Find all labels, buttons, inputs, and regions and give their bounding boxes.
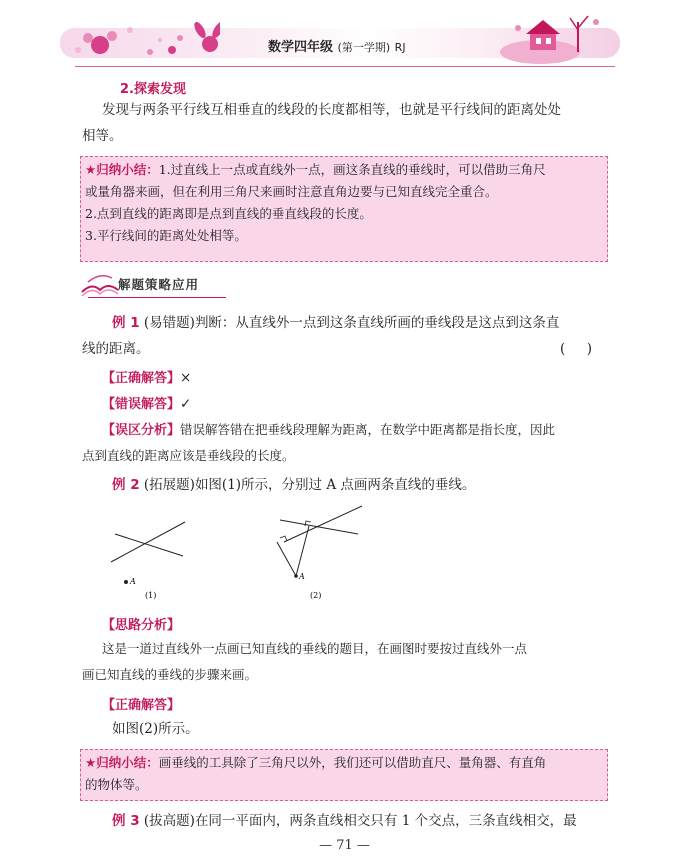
correct-answer-text: 如图(2)所示。 xyxy=(112,721,199,737)
point-a xyxy=(124,580,128,584)
misconception-text: 错误解答错在把垂线段理解为距离，在数学中距离都是指长度，因此 xyxy=(180,422,556,437)
example-3-question xyxy=(112,810,577,832)
example-label: 例 2 xyxy=(112,477,140,493)
figure-1 xyxy=(105,520,195,602)
example-type: (拓展题) xyxy=(143,477,195,493)
summary-text: 3.平行线间的距离处处相等。 xyxy=(85,228,247,243)
example-text: 如图(1)所示，分别过 A 点画两条直线的垂线。 xyxy=(194,477,476,493)
example-type: (拔高题) xyxy=(143,813,195,829)
cross-mark: × xyxy=(180,370,192,386)
point-label: A xyxy=(130,577,136,586)
example-label: 例 1 xyxy=(112,315,140,331)
book-term: (第一学期) xyxy=(337,41,391,54)
correct-answer-tag: 【正确解答】 xyxy=(102,698,181,713)
example-text: 在同一平面内，两条直线相交只有 1 个交点，三条直线相交，最 xyxy=(194,813,577,829)
example-2-question xyxy=(112,474,475,496)
figure-2 xyxy=(270,498,370,608)
summary-box xyxy=(80,156,608,262)
thinking-analysis-tag: 【思路分析】 xyxy=(102,618,181,633)
summary-text: 2.点到直线的距离即是点到直线的垂直线段的长度。 xyxy=(85,206,372,221)
thinking-text: 这是一道过直线外一点画已知直线的垂线的题目，在画图时要按过直线外一点 xyxy=(102,641,528,656)
strategy-underline xyxy=(88,297,226,298)
example-text: 判断：从直线外一点到这条直线所画的垂线段是这点到这条直 xyxy=(194,315,560,331)
paragraph-line: 发现与两条平行线互相垂直的线段的长度都相等，也就是平行线间的距离处处 xyxy=(102,102,561,118)
misconception-text: 点到直线的距离应该是垂线段的长度。 xyxy=(82,448,295,463)
figure-caption: (1) xyxy=(145,591,157,600)
answer-blank: ( ) xyxy=(560,341,592,357)
open-book-icon xyxy=(78,270,120,298)
thinking-text: 画已知直线的垂线的步骤来画。 xyxy=(82,667,258,682)
example-text: 线的距离。 xyxy=(82,341,150,357)
book-edition: RJ xyxy=(394,41,406,54)
figure-line xyxy=(284,506,362,542)
perpendicular-line xyxy=(277,542,296,576)
summary-text: 或量角器来画，但在利用三角尺来画时注意直角边要与已知直线完全重合。 xyxy=(85,184,498,199)
example-label: 例 3 xyxy=(112,813,140,829)
check-mark: ✓ xyxy=(180,396,192,412)
summary-text: 的物体等。 xyxy=(85,777,148,792)
strategy-title: 解题策略应用 xyxy=(118,277,200,292)
summary-label: ★归纳小结： xyxy=(85,162,159,177)
book-title: 数学四年级 xyxy=(268,40,334,55)
summary-label: ★归纳小结： xyxy=(85,755,159,770)
figure-caption: (2) xyxy=(310,591,322,600)
header-title xyxy=(268,36,406,55)
figure-line xyxy=(111,522,185,562)
header-rule xyxy=(75,66,615,67)
correct-answer-row xyxy=(102,367,191,390)
paragraph-line: 相等。 xyxy=(82,128,123,144)
summary-box xyxy=(80,749,608,801)
correct-answer-tag: 【正确解答】 xyxy=(102,371,181,386)
right-angle-mark xyxy=(280,536,287,541)
figure-line xyxy=(115,534,183,556)
example-type: (易错题) xyxy=(143,315,195,331)
header-decoration-right xyxy=(500,8,620,66)
house-icon xyxy=(530,32,556,50)
section-title: 2.探索发现 xyxy=(120,82,186,97)
misconception-tag: 【误区分析】 xyxy=(102,423,181,438)
misconception-row xyxy=(102,419,555,442)
wrong-answer-row xyxy=(102,393,191,416)
flower-icon xyxy=(91,36,109,54)
point-label: A xyxy=(299,572,305,581)
wrong-answer-tag: 【错误解答】 xyxy=(102,397,181,412)
summary-text: 画垂线的工具除了三角尺以外，我们还可以借助直尺、量角器、有直角 xyxy=(158,755,547,770)
summary-text: 1.过直线上一点或直线外一点，画这条直线的垂线时，可以借助三角尺 xyxy=(158,162,546,177)
example-1-question xyxy=(112,312,559,334)
point-a xyxy=(294,574,298,578)
header-decoration-left xyxy=(60,10,220,66)
page-number: — 71 — xyxy=(319,838,370,853)
figure-line xyxy=(280,520,358,534)
